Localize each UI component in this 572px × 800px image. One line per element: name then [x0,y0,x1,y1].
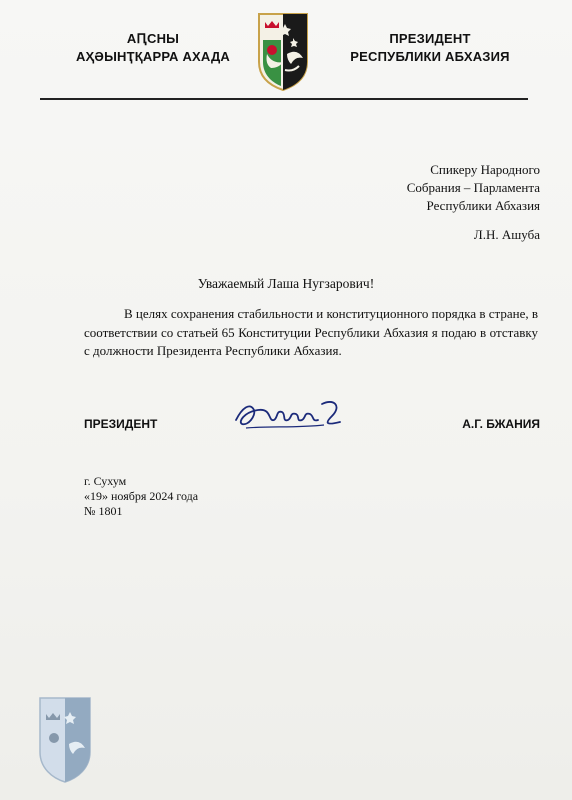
header-right-line2: РЕСПУБЛИКИ АБХАЗИЯ [350,49,510,64]
header-right-line1: ПРЕЗИДЕНТ [389,31,471,46]
addressee-line3: Республики Абхазия [426,198,540,213]
signature-name: А.Г. БЖАНИЯ [462,417,540,431]
addressee-line2: Собрания – Парламента [406,180,540,195]
document-meta [84,474,198,519]
letter-body: В целях сохранения стабильности и конституционного порядка в стране, в соответствии со статьей 65 Конституции Республики Абхазия я подаю в отставку с должности Президента Республики Абхазия. [84,306,538,358]
salutation: Уважаемый Лаша Нугзарович! [197,276,375,291]
emblem-watermark-icon [36,694,94,784]
addressee-block [320,161,540,215]
header-left-line1: АԤСНЫ [126,31,180,46]
document-city: г. Сухум [84,474,127,488]
abkhazia-emblem-icon [255,10,311,92]
addressee-line1: Спикеру Народного [430,162,540,177]
header-left-line2: АҲӘЫНҬҚАРРА АХАДА [75,49,231,64]
header-right [330,30,530,66]
handwritten-signature [228,392,368,442]
header-divider [40,98,528,100]
addressee-name: Л.Н. Ашуба [473,227,540,242]
document-date: «19» ноября 2024 года [84,489,199,503]
document-number: № 1801 [84,504,123,518]
header-left [58,30,248,66]
signature-role: ПРЕЗИДЕНТ [84,417,158,431]
